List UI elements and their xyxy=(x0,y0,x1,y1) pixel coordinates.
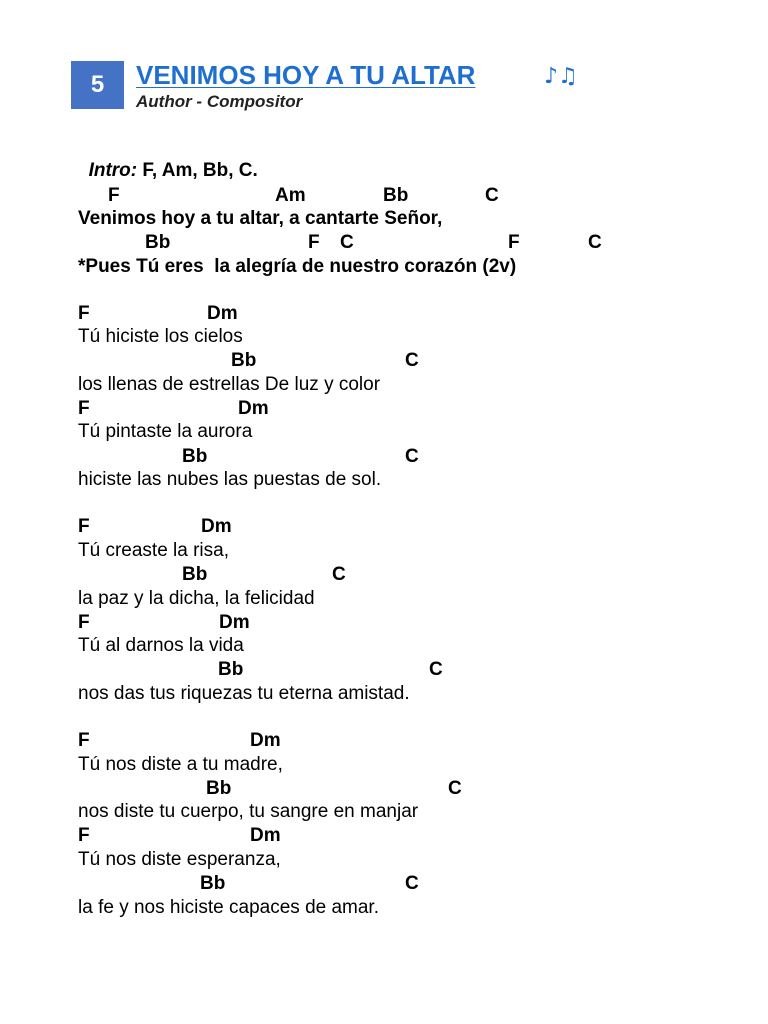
chord: F xyxy=(78,516,90,537)
chord-line xyxy=(0,564,768,586)
chord-line xyxy=(0,446,768,468)
song-author: Author - Compositor xyxy=(136,92,303,111)
chord-line xyxy=(0,825,768,847)
chord: Dm xyxy=(238,398,269,419)
chord-line xyxy=(0,778,768,800)
chord-line xyxy=(0,185,768,207)
lyric-line: Tú nos diste esperanza, xyxy=(78,849,281,870)
chord: C xyxy=(405,446,419,467)
lyric-line: nos diste tu cuerpo, tu sangre en manjar xyxy=(78,801,419,822)
chord: C xyxy=(332,564,346,585)
chord-line xyxy=(0,303,768,325)
lyric-line: hiciste las nubes las puestas de sol. xyxy=(78,469,382,490)
song-number-badge xyxy=(71,61,124,109)
lyric-line: Tú hiciste los cielos xyxy=(78,326,243,347)
chord-line xyxy=(0,232,768,254)
lyric-line: la paz y la dicha, la felicidad xyxy=(78,588,315,609)
chord-line xyxy=(0,612,768,634)
chord-line xyxy=(0,659,768,681)
chord: C xyxy=(429,659,443,680)
chord: F xyxy=(78,612,90,633)
chord: Dm xyxy=(219,612,250,633)
lyric-line: *Pues Tú eres la alegría de nuestro corazón (2v) xyxy=(78,256,517,277)
chord-line xyxy=(0,730,768,752)
lyric-line: nos das tus riquezas tu eterna amistad. xyxy=(78,683,410,704)
chord: Bb xyxy=(200,873,226,894)
chord: F xyxy=(308,232,320,253)
music-notes-icon: ♪♫ xyxy=(544,64,578,89)
chord: Dm xyxy=(250,825,281,846)
chord: C xyxy=(405,350,419,371)
chord: C xyxy=(405,873,419,894)
lyric-line: Tú al darnos la vida xyxy=(78,635,244,656)
chord: F xyxy=(78,398,90,419)
chord: F xyxy=(108,185,120,206)
chord: Dm xyxy=(207,303,238,324)
chord: C xyxy=(485,185,499,206)
chord: Dm xyxy=(250,730,281,751)
chord: F xyxy=(78,730,90,751)
chord-line xyxy=(0,516,768,538)
chord: Bb xyxy=(231,350,257,371)
lyric-line: la fe y nos hiciste capaces de amar. xyxy=(78,897,379,918)
chord-line xyxy=(0,350,768,372)
chord: Bb xyxy=(206,778,232,799)
chord: Am xyxy=(275,185,306,206)
chord-line xyxy=(0,873,768,895)
chord: Bb xyxy=(145,232,171,253)
chord: C xyxy=(340,232,354,253)
chord: C xyxy=(448,778,462,799)
chord: Bb xyxy=(383,185,409,206)
chord-line xyxy=(0,398,768,420)
lyric-line: los llenas de estrellas De luz y color xyxy=(78,374,381,395)
chord: Dm xyxy=(201,516,232,537)
chord: F xyxy=(508,232,520,253)
song-number: 5 xyxy=(90,71,105,98)
lyric-line: Tú creaste la risa, xyxy=(78,540,229,561)
lyric-line: Tú pintaste la aurora xyxy=(78,421,253,442)
chord: C xyxy=(588,232,602,253)
song-title[interactable]: VENIMOS HOY A TU ALTAR xyxy=(136,60,476,90)
chord: Bb xyxy=(182,564,208,585)
lyric-line: Tú nos diste a tu madre, xyxy=(78,754,283,775)
chord: Bb xyxy=(218,659,244,680)
intro-chords: F, Am, Bb, C. xyxy=(137,160,258,181)
chord: F xyxy=(78,825,90,846)
lyric-line: Venimos hoy a tu altar, a cantarte Señor, xyxy=(78,208,443,229)
intro-line xyxy=(78,138,258,181)
intro-label: Intro: xyxy=(88,160,138,181)
chord: F xyxy=(78,303,90,324)
chord: Bb xyxy=(182,446,208,467)
